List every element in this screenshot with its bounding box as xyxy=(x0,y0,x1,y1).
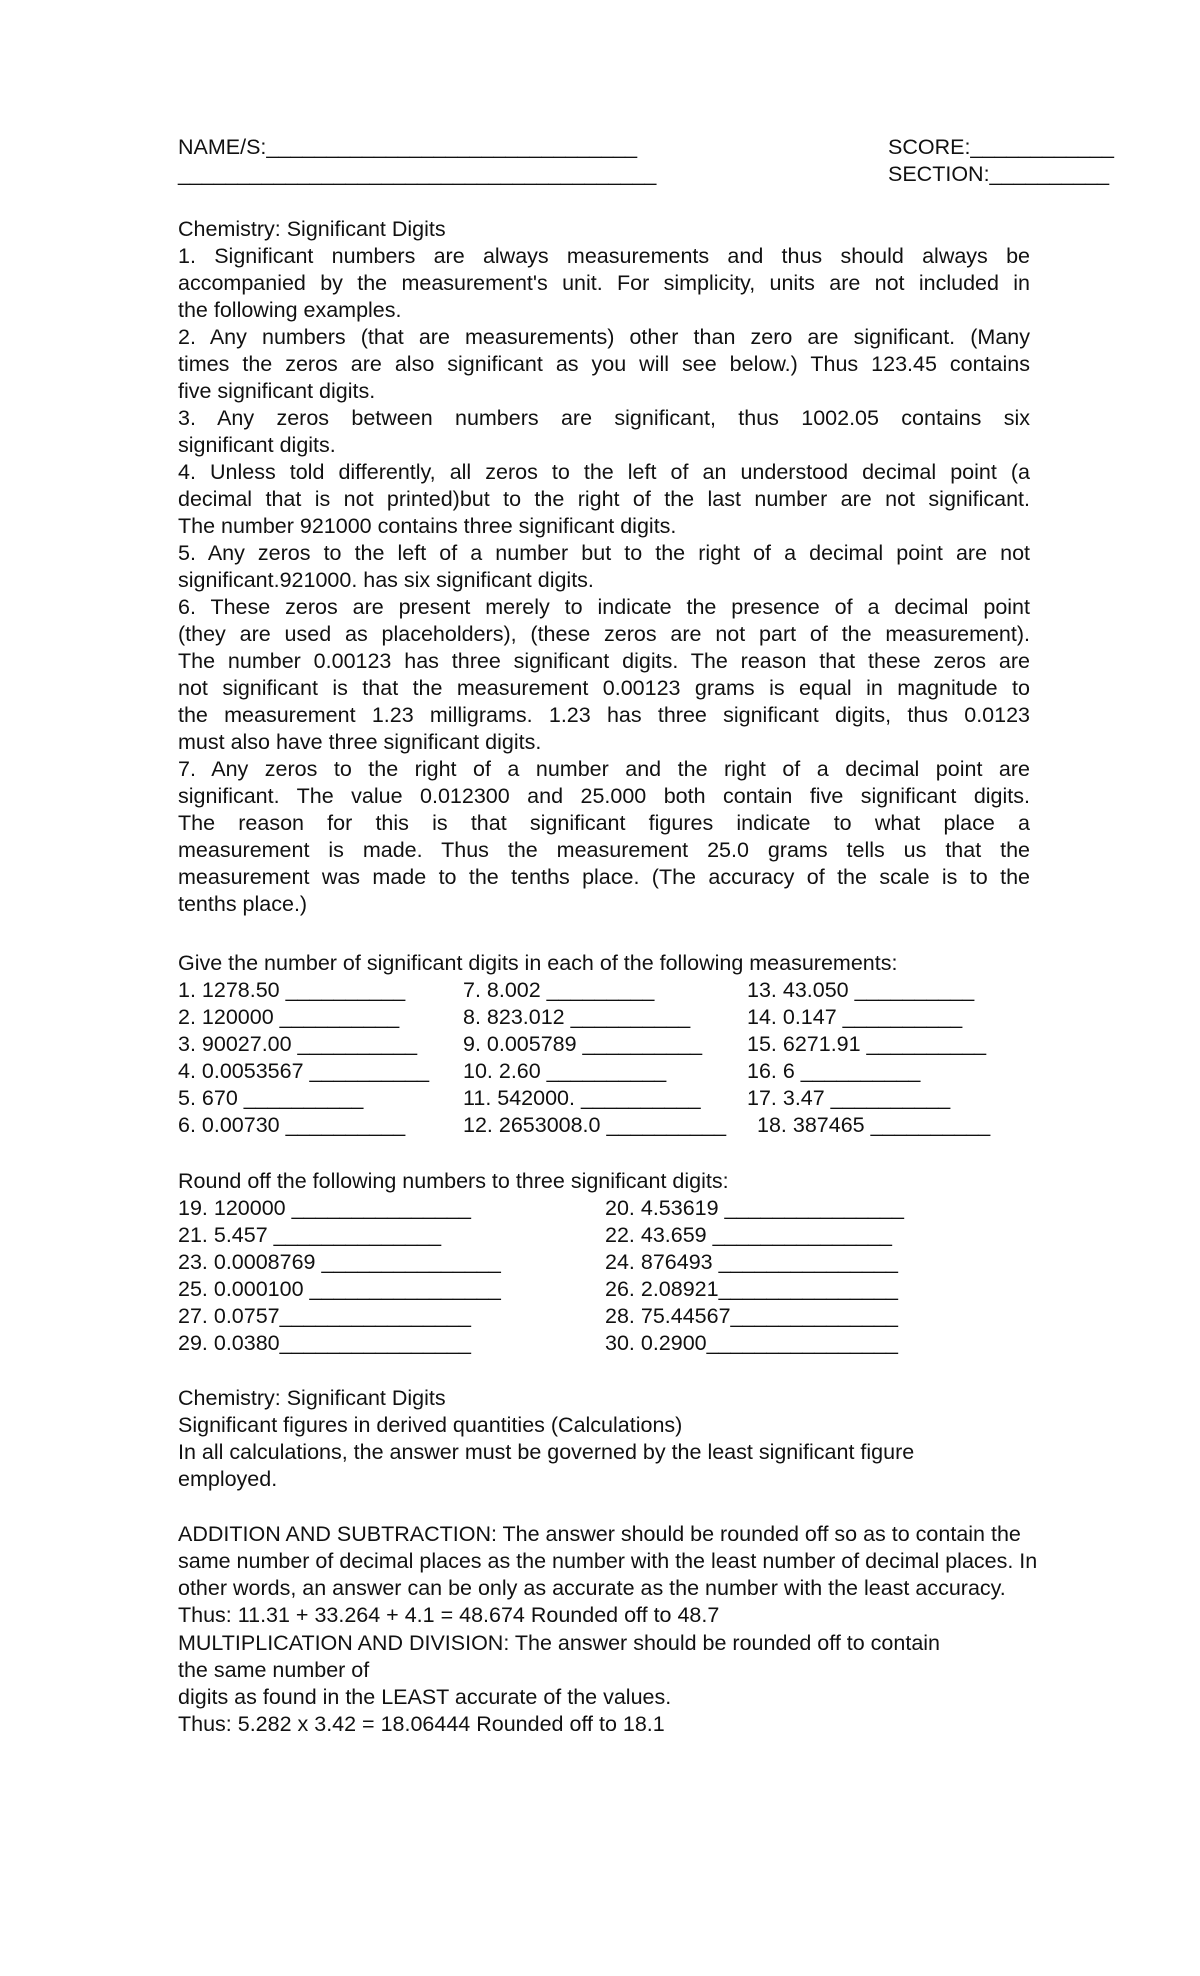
question-item: 16. 6 __________ xyxy=(747,1059,921,1083)
intro-rule-line: The number 921000 contains three significant digits. xyxy=(178,514,677,538)
intro-rule-line: measurement was made to the tenths place. (The accuracy of the scale is to the xyxy=(178,865,1030,889)
multiplication-rule-line: digits as found in the LEAST accurate of the values. xyxy=(178,1685,672,1709)
part-2-intro-line: In all calculations, the answer must be governed by the least significant figure xyxy=(178,1440,915,1464)
intro-rule-line: significant digits. xyxy=(178,433,336,457)
intro-rule-line: The number 0.00123 has three significant digits. The reason that these zeros are xyxy=(178,649,1030,673)
question-item: 13. 43.050 __________ xyxy=(747,978,975,1002)
question-item: 20. 4.53619 _______________ xyxy=(605,1196,904,1220)
multiplication-rule-line: Thus: 5.282 x 3.42 = 18.06444 Rounded off to 18.1 xyxy=(178,1712,665,1736)
question-item: 18. 387465 __________ xyxy=(757,1113,991,1137)
intro-rule-line: significant.921000. has six significant digits. xyxy=(178,568,594,592)
question-item: 23. 0.0008769 _______________ xyxy=(178,1250,501,1274)
question-item: 6. 0.00730 __________ xyxy=(178,1113,406,1137)
multiplication-rule-line: the same number of xyxy=(178,1658,370,1682)
intro-rule-line: 4. Unless told differently, all zeros to the left of an understood decimal point (a xyxy=(178,460,1030,484)
intro-rule-line: not significant is that the measurement 0.00123 grams is equal in magnitude to xyxy=(178,676,1030,700)
intro-rule-line: decimal that is not printed)but to the right of the last number are not significant. xyxy=(178,487,1030,511)
exercise-1-prompt: Give the number of significant digits in each of the following measurements: xyxy=(178,951,898,975)
multiplication-rule-line: MULTIPLICATION AND DIVISION: The answer should be rounded off to contain xyxy=(178,1631,941,1655)
intro-rule-line: five significant digits. xyxy=(178,379,376,403)
question-item: 28. 75.44567______________ xyxy=(605,1304,898,1328)
question-item: 10. 2.60 __________ xyxy=(463,1059,667,1083)
part-2-intro-line: employed. xyxy=(178,1467,278,1491)
question-item: 27. 0.0757________________ xyxy=(178,1304,471,1328)
question-item: 25. 0.000100 ________________ xyxy=(178,1277,501,1301)
question-item: 29. 0.0380________________ xyxy=(178,1331,471,1355)
question-item: 24. 876493 _______________ xyxy=(605,1250,898,1274)
question-item: 5. 670 __________ xyxy=(178,1086,364,1110)
question-item: 15. 6271.91 __________ xyxy=(747,1032,987,1056)
intro-rule-line: tenths place.) xyxy=(178,892,308,916)
intro-title: Chemistry: Significant Digits xyxy=(178,217,446,241)
name-field-label: NAME/S:_______________________________ xyxy=(178,135,638,159)
question-item: 21. 5.457 ______________ xyxy=(178,1223,442,1247)
name-field-line-2: ________________________________________ xyxy=(178,162,657,186)
intro-rule-line: the following examples. xyxy=(178,298,402,322)
addition-rule-line: ADDITION AND SUBTRACTION: The answer should be rounded off so as to contain the xyxy=(178,1522,1021,1546)
addition-rule-line: Thus: 11.31 + 33.264 + 4.1 = 48.674 Rounded off to 48.7 xyxy=(178,1603,720,1627)
intro-rule-line: significant. The value 0.012300 and 25.000 both contain five significant digits. xyxy=(178,784,1030,808)
intro-rule-line: times the zeros are also significant as you will see below.) Thus 123.45 contains xyxy=(178,352,1030,376)
question-item: 2. 120000 __________ xyxy=(178,1005,400,1029)
question-item: 14. 0.147 __________ xyxy=(747,1005,963,1029)
score-field-label: SCORE:____________ xyxy=(888,135,1114,159)
intro-rule-line: 6. These zeros are present merely to indicate the presence of a decimal point xyxy=(178,595,1030,619)
addition-rule-line: other words, an answer can be only as accurate as the number with the least accuracy. xyxy=(178,1576,1006,1600)
question-item: 30. 0.2900________________ xyxy=(605,1331,898,1355)
intro-rule-line: The reason for this is that significant figures indicate to what place a xyxy=(178,811,1030,835)
question-item: 17. 3.47 __________ xyxy=(747,1086,951,1110)
question-item: 8. 823.012 __________ xyxy=(463,1005,691,1029)
addition-rule-line: same number of decimal places as the number with the least number of decimal places. In xyxy=(178,1549,1038,1573)
question-item: 26. 2.08921_______________ xyxy=(605,1277,898,1301)
question-item: 9. 0.005789 __________ xyxy=(463,1032,703,1056)
question-item: 11. 542000. __________ xyxy=(463,1086,701,1110)
intro-rule-line: 3. Any zeros between numbers are significant, thus 1002.05 contains six xyxy=(178,406,1030,430)
intro-rule-line: (they are used as placeholders), (these zeros are not part of the measurement). xyxy=(178,622,1030,646)
question-item: 19. 120000 _______________ xyxy=(178,1196,471,1220)
section-field-label: SECTION:__________ xyxy=(888,162,1110,186)
intro-rule-line: measurement is made. Thus the measurement 25.0 grams tells us that the xyxy=(178,838,1030,862)
intro-rule-line: must also have three significant digits. xyxy=(178,730,542,754)
question-item: 4. 0.0053567 __________ xyxy=(178,1059,430,1083)
question-item: 3. 90027.00 __________ xyxy=(178,1032,418,1056)
question-item: 7. 8.002 _________ xyxy=(463,978,655,1002)
question-item: 1. 1278.50 __________ xyxy=(178,978,406,1002)
question-item: 12. 2653008.0 __________ xyxy=(463,1113,727,1137)
question-item: 22. 43.659 _______________ xyxy=(605,1223,892,1247)
exercise-2-prompt: Round off the following numbers to three significant digits: xyxy=(178,1169,729,1193)
intro-rule-line: 2. Any numbers (that are measurements) other than zero are significant. (Many xyxy=(178,325,1030,349)
part-2-subtitle: Significant figures in derived quantities (Calculations) xyxy=(178,1413,683,1437)
intro-rule-line: 7. Any zeros to the right of a number and the right of a decimal point are xyxy=(178,757,1030,781)
part-2-title: Chemistry: Significant Digits xyxy=(178,1386,446,1410)
intro-rule-line: accompanied by the measurement's unit. For simplicity, units are not included in xyxy=(178,271,1030,295)
intro-rule-line: 1. Significant numbers are always measurements and thus should always be xyxy=(178,244,1030,268)
intro-rule-line: the measurement 1.23 milligrams. 1.23 has three significant digits, thus 0.0123 xyxy=(178,703,1030,727)
intro-rule-line: 5. Any zeros to the left of a number but to the right of a decimal point are not xyxy=(178,541,1030,565)
